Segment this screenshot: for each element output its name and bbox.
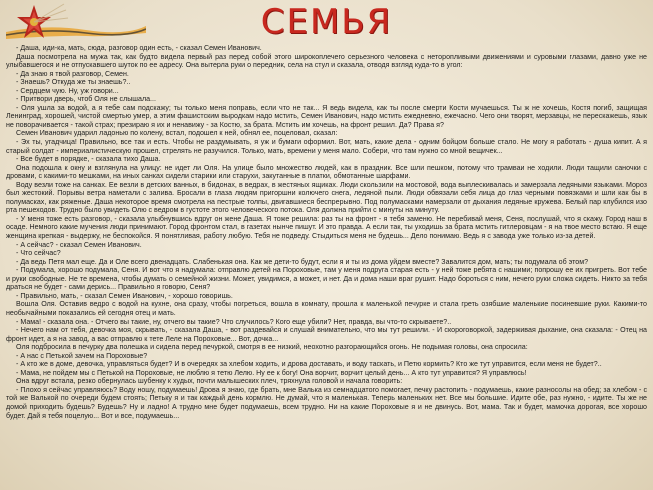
paragraph: Вошла Оля. Оставив ведро с водой на кухне, она сразу, чтобы погреться, вошла в комнату, прошла к маленькой печурке и стала греть озябшие маленькие посиневшие руки. Какими-то необычайными показались ей сегодня отец и мать.: [6, 300, 647, 317]
paragraph: Даша посмотрела на мужа так, как будто видела первый раз перед собой этого широкоплечего серьезного человека с неторопливыми движениями и суровыми глазами, давно уже не улыбавшегося и не отпускавшего шуток по ее адресу. Она вытерла руки о передник, села на стул и сказала, отводя взгляд куда-то в угол:: [6, 52, 647, 70]
paragraph: - Правильно, мать, - сказал Семен Иванович, - хорошо говоришь.: [16, 291, 233, 300]
paragraph: - Плохо я сейчас управляюсь? Воду ношу, подумаешь! Дрова я знаю, где брать, мне Валька из семнадцатого помогает, печку растопить - подумаешь, какие разносолы на обед; за хлебом - с той же Валькой по очереди будем стоять; Петьку я и так каждый день кормлю. Не думай, что я маленькая. Теперь маленьких нет. Все мы большие. Идите обе, раз нужно, - идите. Ты же не домой приходить будешь? Будешь? Ну и ладно! А трудно мне будет подумаешь, всем трудно. Ни на какие Пороховые я и не двинусь. Вот, мама. Так и будет, мамочка дорогая, все хорошо будет. Дай я тебя поцелую... Вот и все, подумаешь...: [6, 385, 647, 420]
paragraph: - У меня тоже есть разговор, - сказала улыбнувшись вдруг он жене Даша. Я тоже решила: раз ты на фронт - я тебя заменю. Не перебивай меня, Сеня, послушай, что я скажу. Город наш в осаде. Немного какие мучения люди принимают. Город фронтом стал, в газетах нынче пишут. И это правда. А если так, ты уходишь за брата мстить гитлеровцам - я на твое место встаю. Я еще женщина крепкая - выдержу, не беспокойся. Я понятливая, работу любую. Тебя не подведу. Стыдиться меня не будешь... Дело понимаю. Ведь я с завода уже только из-за детей.: [6, 214, 647, 241]
paragraph: Воду везли тоже на санках. Ее везли в детских ванных, в бидонах, в ведрах, в жестяных ящиках. Люди скользили на мостовой, вода выплескивалась и замерзала ледяными языками. Мороз был жестокий. Порывы ветра наметали с залива. Бросали в глаза людям пригоршни колючего снега, ледяной пыли. Люди обвязали себя лица до глаз черными повязками и шли как бы в полумасках, как ряженые. Даша некоторое время смотрела на пестрые толпы, двигавшиеся беспрерывно. Под полумасками намерзали от дыхания ледяные кружева. Белый пар клубился изо рта пешеходов. Трудно было увидеть Олю с ведром в густоте этого человеческого потока. Оля должна прийти с минуты на минуту.: [6, 180, 647, 215]
story-text: [6, 44, 647, 488]
paragraph: - Мама! - сказала она. - Отчего вы такие, ну, отчего вы такие? Что случилось? Кого еще убили? Нет, правда, вы что-то скрываете?..: [16, 317, 452, 326]
paragraph: Она вдруг встала, резко обернулась шубенку к худых, почти малышеских плеч, тряхнула головой и начала говорить:: [16, 377, 403, 386]
paragraph: - Все будет в порядке, - сказала тихо Даша.: [16, 155, 161, 164]
paragraph: - Да ведь Петя мал еще. Да и Оле всего двенадцать. Слабенькая она. Как же дети-то будут, если я и ты из дома уйдем вместе? Завалится дом, мать; ты подумала об этом?: [16, 257, 589, 266]
paragraph: - Знаешь? Откуда же ты знаешь?..: [16, 78, 131, 87]
paragraph: - А сейчас? - сказал Семен Иванович.: [16, 240, 142, 249]
paragraph: Она подошла к окну и взглянула на улицу: не идет ли Оля. На улице было множество людей, как в праздник. Все шли пешком, потому что трамваи не ходили. Люди тащили саночки с дровами, с какими-то мешками, на иных санках сидели старики или старухи, закутанные в платки, обмотанные шарфами.: [6, 163, 647, 181]
page-title: СЕМЬЯ: [260, 2, 393, 42]
slide-header: [0, 0, 653, 44]
paragraph: Оля подбросила в печурку два полешка и сидела перед печуркой, смотря в ее низкий, неохотно разгорающийся огонь. Не подымая головы, она спросила:: [16, 343, 528, 352]
paragraph: - Подумала, хорошо подумала, Сеня. И вот что я надумала: отправлю детей на Пороховые, там у меня подруга старая есть - у ней тоже ребята с нашими; попрошу ее их пригреть. Вот тебе и руки свободные. Не те времена, чтобы думать о семейной жизни. Может, увидимся, а может, и нет. Да и дома наши враг рушит. Надо бороться с ним, нечего руки сложа сидеть. Никто за тебя драться не будет - сами дерись... Правильно я говорю, Сеня?: [6, 266, 647, 292]
paragraph: - Сердцем чую. Ну, уж говори...: [16, 86, 119, 95]
paragraph: Семен Иванович ударил ладонью по колену, встал, подошел к ней, обнял ее, поцеловал, сказал:: [16, 129, 338, 138]
paragraph: - А кто же в доме, девочка, управляться будет? И в очередях за хлебом ходить, и дрова доставать, и воду таскать, и Петю кормить? Кто же тут управится, если меня не будет?..: [16, 360, 602, 369]
paragraph: - Мама, не пойдем мы с Петькой на Пороховые, не люблю я тетю Лелю. Ну ее к богу! Она ворчит, ворчит целый день... А кто тут управится? Я управлюсь!: [16, 368, 527, 377]
paragraph: - Нечего нам от тебя, девочка моя, скрывать, - сказала Даша, - вот раздевайся и слушай внимательно, что мы тут решили. - И скороговоркой, задерживая дыхание, она сказала: - Отец на фронт идет, а я на завод, а вас отправлю к тете Леле на Пороховые... Вот, дочка...: [6, 326, 647, 343]
paragraph: - Притвори дверь, чтоб Оля не слышала...: [16, 95, 156, 104]
paragraph: - Что сейчас?: [16, 249, 61, 258]
paragraph: - Эх ты, угадчица! Правильно, все так и есть. Чтобы не раздумывать, я уж и бумаги оформил. Вот, мать, какие дела - одним бойцом больше стало. Не могу я работать - душа кипит. А я старый солдат - империалистическую прошел, стрелять не разучился. Только, мать, времени у меня мало. Собери, что там нужно со мной вещичек...: [6, 138, 647, 155]
paragraph: - Оля ушла за водой, а я тебе сам подскажу; ты только меня поправь, если что не так... Я ведь видела, как ты после смерти Кости мучаешься. Ты ж не хочешь, Костя погиб, защищая Ленинград, хорошей, чистой смертью умер, а этим фашистским выродкам надо мстить, Семен Иванович, надо мстить ежедневно, ежечасно. Чего они творят, мерзавцы, не перескажешь, язык не поворачивается - такой страх; презираю я их и ненавижу - за Костю, за брата. Мстить им хочешь, на фронт решил. Да? Права я?: [6, 103, 647, 129]
paragraph: - Даша, иди-ка, мать, сюда, разговор один есть, - сказал Семен Иванович.: [16, 44, 262, 52]
paragraph: - А нас с Петькой зачем на Пороховые?: [16, 351, 148, 360]
paragraph: - Да знаю я твой разговор, Семен.: [16, 69, 129, 78]
